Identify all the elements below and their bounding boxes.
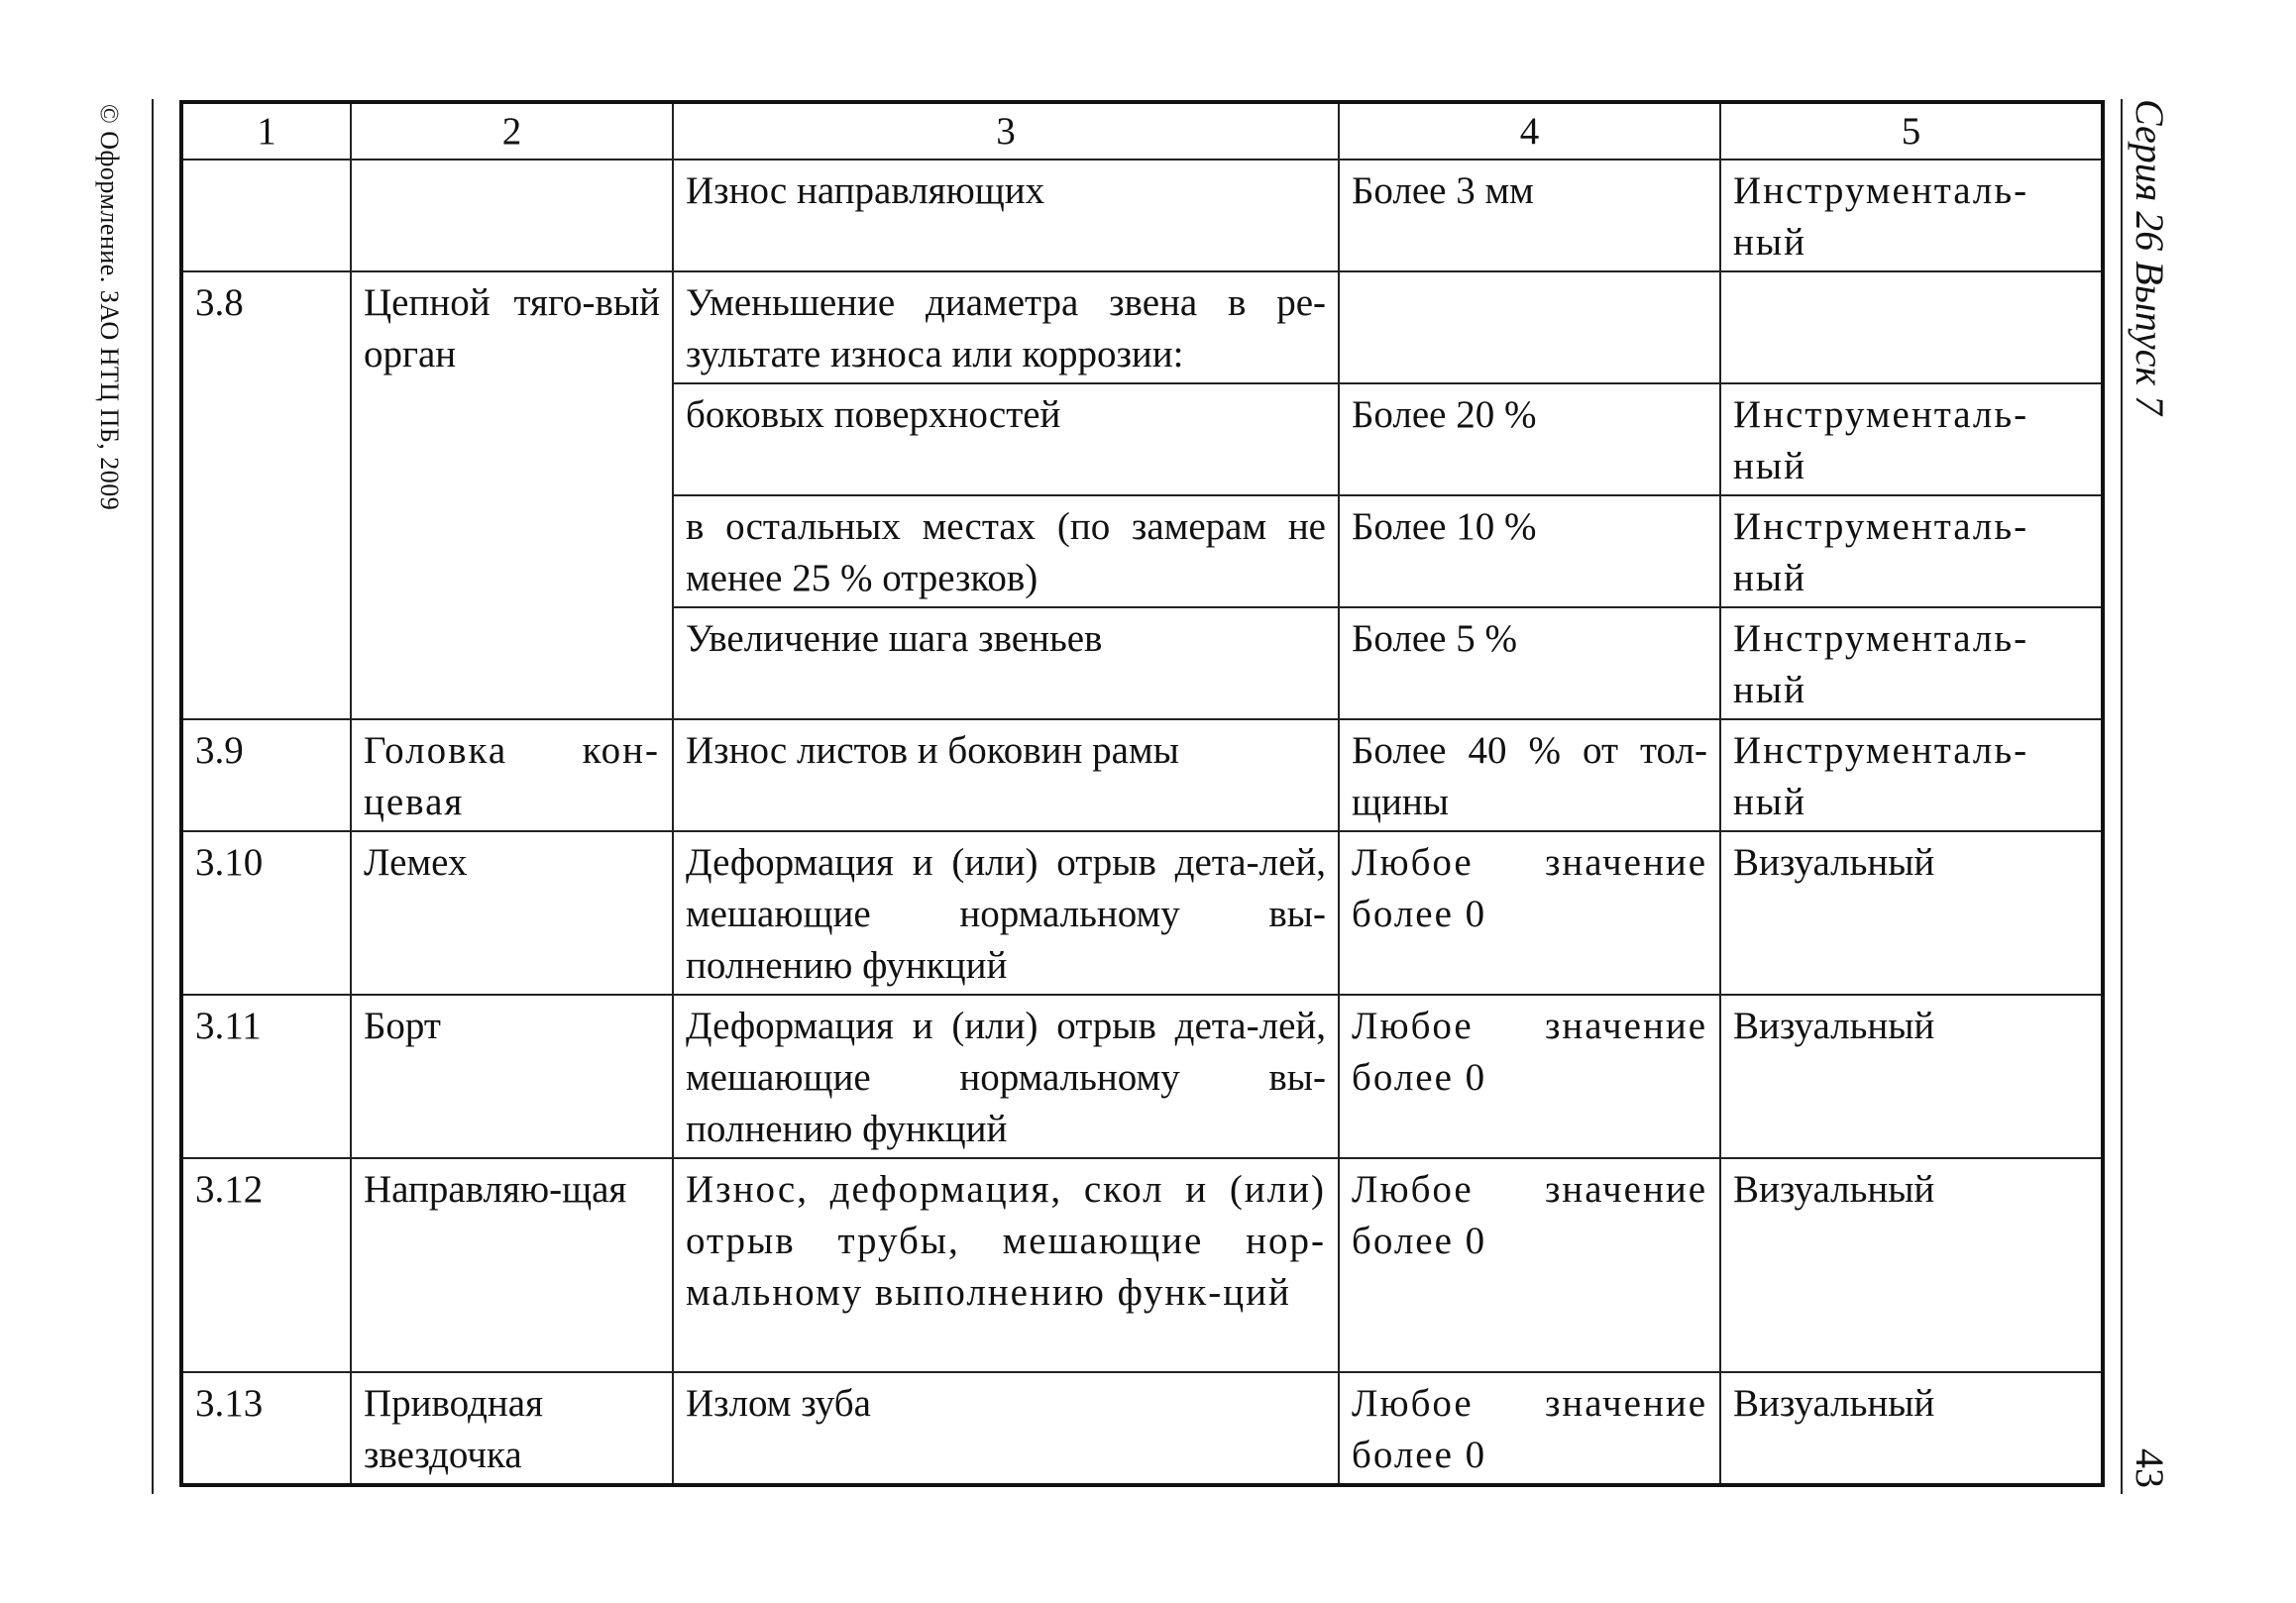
method-cell: Визуальный (1720, 1158, 2103, 1372)
table-row (181, 160, 2103, 271)
method-cell: Визуальный (1720, 995, 2103, 1158)
table-row (181, 831, 2103, 995)
method-text: Инструменталь-ный (1733, 505, 2029, 599)
limit-value-text: Любое значение более 0 (1352, 1168, 1707, 1262)
defect-cell (673, 831, 1339, 995)
limit-value-cell (1339, 995, 1720, 1158)
defect-text: в остальных местах (по замерам не менее 25 % отрезков) (686, 505, 1326, 599)
limit-value-text: Любое значение более 0 (1352, 841, 1707, 935)
item-number-cell: 3.13 (181, 1372, 351, 1485)
limit-value-cell (1339, 719, 1720, 831)
defect-text: Уменьшение диаметра звена в ре-зультате износа или коррозии: (686, 281, 1326, 375)
column-number: 3 (673, 102, 1339, 160)
element-text: Головка кон-цевая (364, 729, 660, 823)
defect-cell (673, 1158, 1339, 1372)
limit-value-text: Любое значение более 0 (1352, 1005, 1707, 1099)
element-text: Цепной тяго-вый орган (364, 281, 660, 375)
left-margin-rule (152, 99, 154, 1494)
element-cell (351, 160, 673, 271)
column-number: 1 (181, 102, 351, 160)
table-row (181, 1158, 2103, 1372)
method-cell: Визуальный (1720, 1372, 2103, 1485)
limit-value-cell (1339, 831, 1720, 995)
column-number: 2 (351, 102, 673, 160)
right-margin-rule (2121, 99, 2123, 1494)
defect-cell (673, 995, 1339, 1158)
copyright-note: © Оформление. ЗАО НТЦ ПБ, 2009 (95, 104, 124, 511)
column-number: 4 (1339, 102, 1720, 160)
column-number-row (181, 102, 2103, 160)
table-row (181, 1372, 2103, 1485)
defects-table (179, 100, 2105, 1487)
defect-cell: Износ листов и боковин рамы (673, 719, 1339, 831)
method-text: Инструменталь-ный (1733, 617, 2029, 711)
method-cell (1720, 607, 2103, 719)
table-row (181, 271, 2103, 383)
element-cell: Лемех (351, 831, 673, 995)
element-text: Направляю-щая (364, 1168, 627, 1211)
method-cell (1720, 383, 2103, 495)
limit-value-text: Любое значение более 0 (1352, 1382, 1707, 1476)
defect-cell: Износ направляющих (673, 160, 1339, 271)
table-row (181, 995, 2103, 1158)
method-cell (1720, 495, 2103, 607)
item-number-cell (181, 160, 351, 271)
method-cell (1720, 271, 2103, 383)
element-cell (351, 1158, 673, 1372)
defect-cell: Излом зуба (673, 1372, 1339, 1485)
defect-text: Деформация и (или) отрыв дета-лей, мешающие нормальному вы-полнению функций (686, 841, 1326, 987)
limit-value-text: Более 40 % от тол-щины (1352, 729, 1707, 823)
item-number-cell: 3.12 (181, 1158, 351, 1372)
limit-value-cell (1339, 1372, 1720, 1485)
defect-cell (673, 495, 1339, 607)
table-row (181, 719, 2103, 831)
method-cell (1720, 160, 2103, 271)
limit-value-cell (1339, 1158, 1720, 1372)
item-number-cell: 3.8 (181, 271, 351, 719)
defect-text: Износ, деформация, скол и (или) отрыв трубы, мешающие нор-мальному выполнению функ-ций (686, 1168, 1326, 1314)
defect-text: Деформация и (или) отрыв дета-лей, мешающие нормальному вы-полнению функций (686, 1005, 1326, 1150)
limit-value-cell (1339, 271, 1720, 383)
defect-cell (673, 271, 1339, 383)
element-cell: Приводная звездочка (351, 1372, 673, 1485)
method-text: Инструменталь-ный (1733, 393, 2029, 487)
element-cell (351, 271, 673, 719)
item-number-cell: 3.10 (181, 831, 351, 995)
limit-value-cell: Более 10 % (1339, 495, 1720, 607)
limit-value-cell: Более 20 % (1339, 383, 1720, 495)
method-cell (1720, 719, 2103, 831)
page-number: 43 (2128, 1448, 2172, 1488)
item-number-cell: 3.9 (181, 719, 351, 831)
element-cell (351, 719, 673, 831)
defect-cell: Увеличение шага звеньев (673, 607, 1339, 719)
limit-value-cell: Более 5 % (1339, 607, 1720, 719)
method-cell: Визуальный (1720, 831, 2103, 995)
defect-cell: боковых поверхностей (673, 383, 1339, 495)
series-issue-label: Серия 26 Выпуск 7 (2128, 99, 2172, 416)
method-text: Инструменталь-ный (1733, 169, 2029, 264)
method-text: Инструменталь-ный (1733, 729, 2029, 823)
element-cell: Борт (351, 995, 673, 1158)
column-number: 5 (1720, 102, 2103, 160)
item-number-cell: 3.11 (181, 995, 351, 1158)
limit-value-cell: Более 3 мм (1339, 160, 1720, 271)
